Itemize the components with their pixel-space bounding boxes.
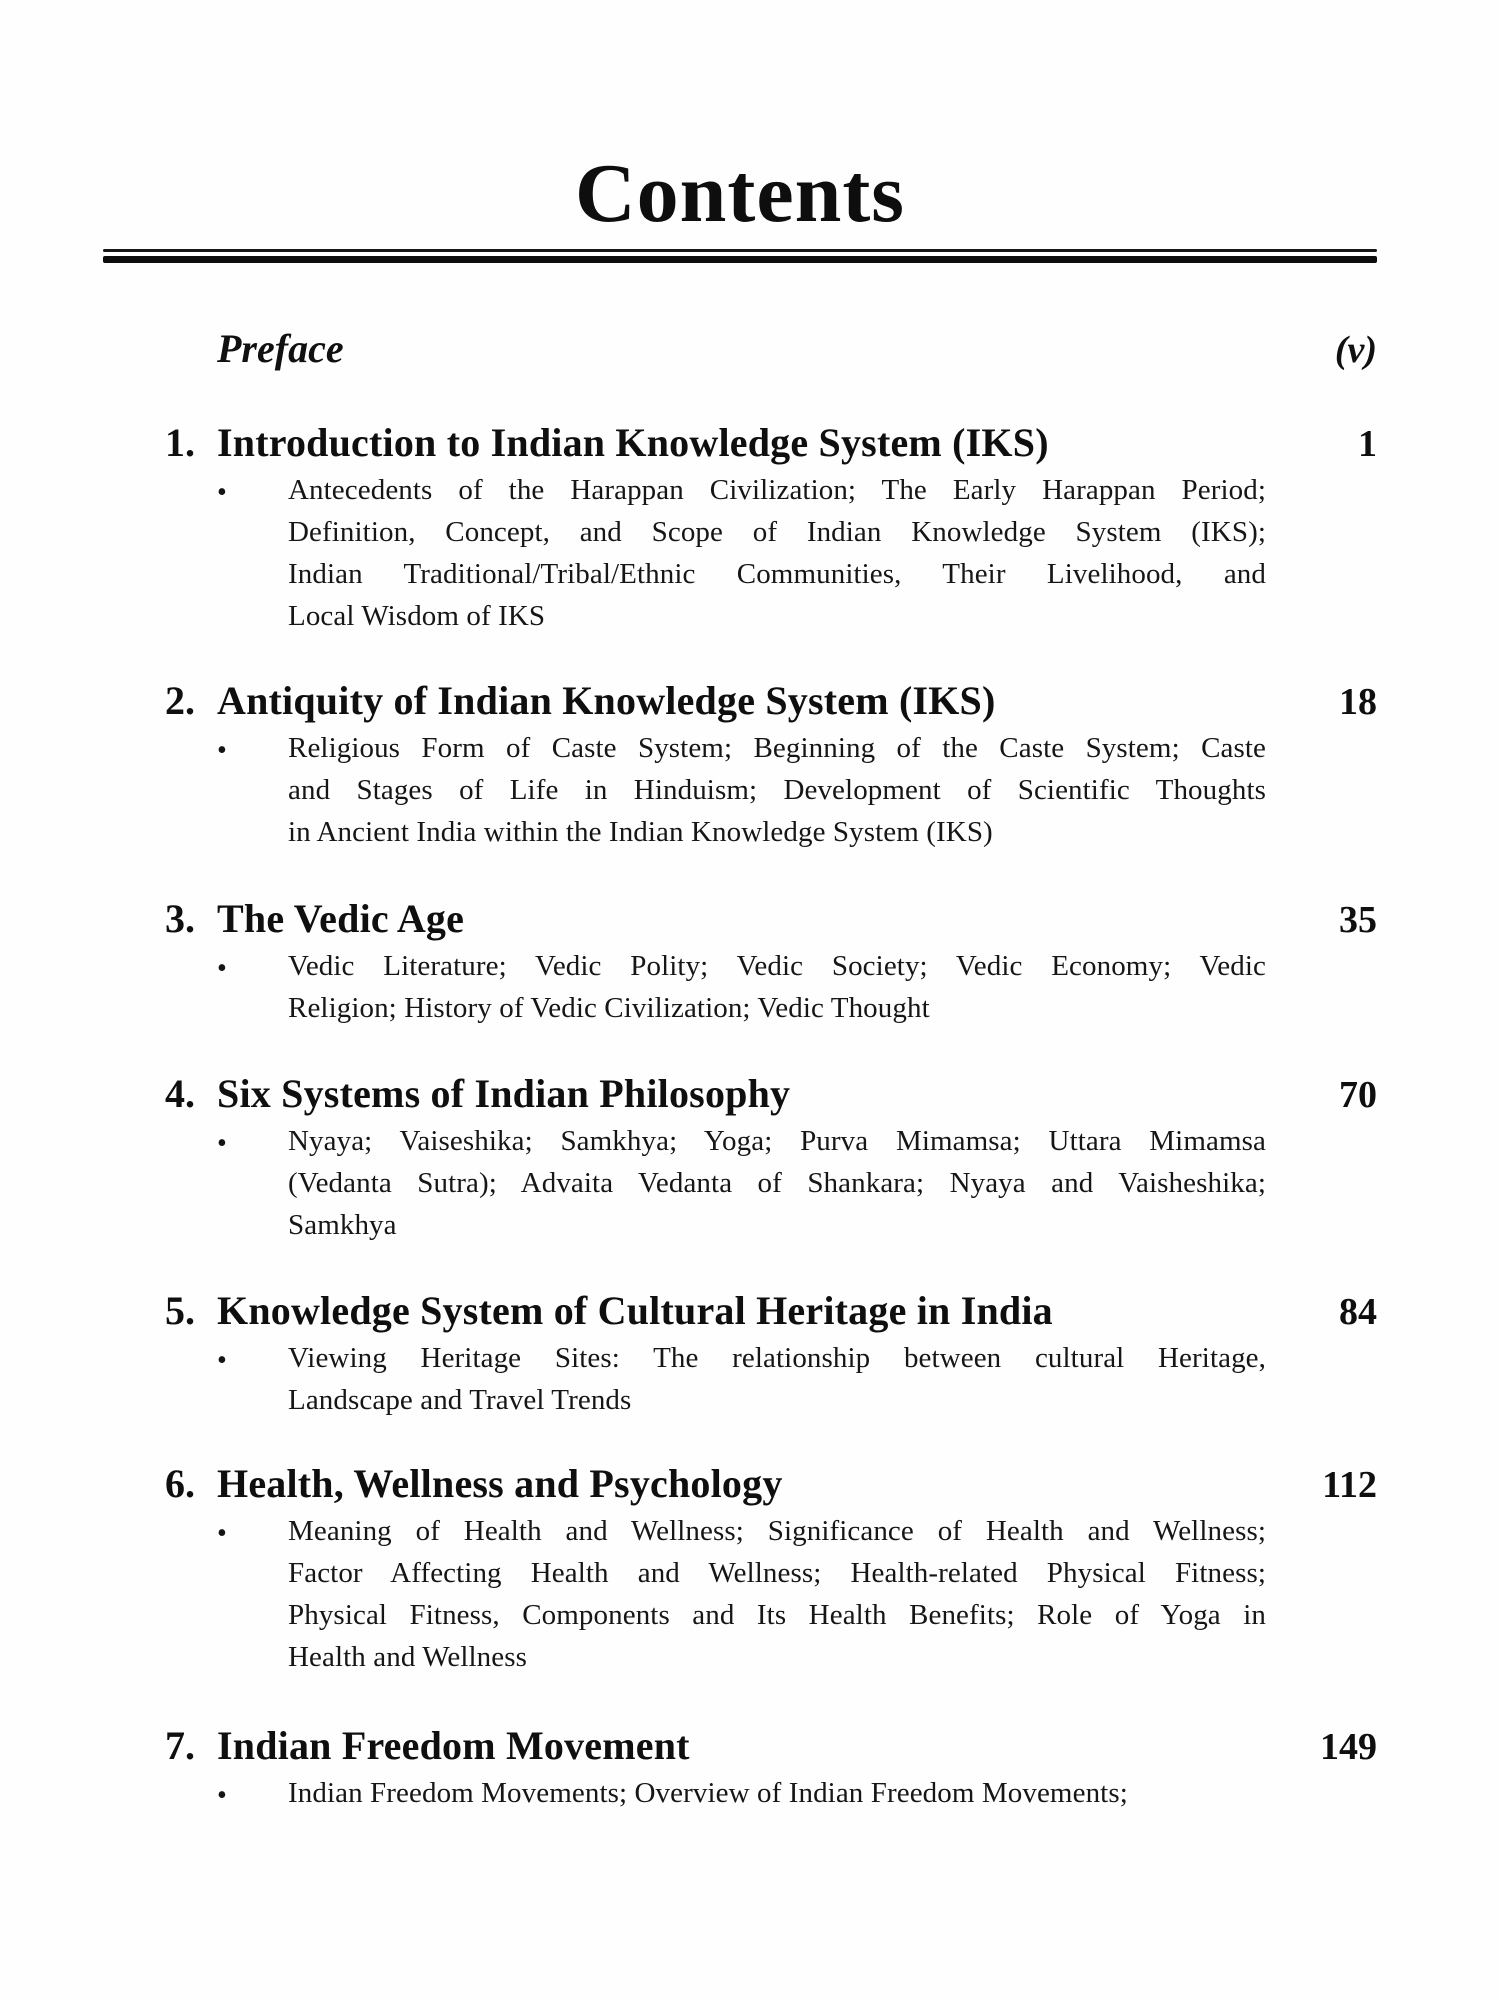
chapter-topics [165, 945, 1266, 1029]
topic-line: Definition, Concept, and Scope of Indian Knowledge System (IKS); [288, 516, 1266, 548]
topic-line: Local Wisdom of IKS [288, 600, 546, 632]
chapter-page-number: 112 [1322, 1464, 1377, 1506]
chapter-number: 3. [165, 896, 195, 941]
chapter-title: Six Systems of Indian Philosophy [217, 1071, 791, 1116]
toc-entry [165, 896, 1377, 1029]
chapter-topics [165, 1510, 1266, 1678]
chapter-heading [165, 420, 1377, 467]
chapter-title: The Vedic Age [217, 896, 465, 941]
chapter-number: 6. [165, 1461, 195, 1506]
topic-line: Nyaya; Vaiseshika; Samkhya; Yoga; Purva Mimamsa; Uttara Mimamsa [288, 1125, 1266, 1157]
chapter-number: 4. [165, 1071, 195, 1116]
chapter-page-number: 149 [1320, 1726, 1377, 1768]
toc-entry [165, 1461, 1377, 1678]
toc-entry [165, 1288, 1377, 1421]
topic-line: Indian Freedom Movements; Overview of Indian Freedom Movements; [288, 1777, 1128, 1809]
chapter-topics [165, 727, 1266, 853]
topic-line: Meaning of Health and Wellness; Significance of Health and Wellness; [288, 1515, 1266, 1547]
topic-line: Antecedents of the Harappan Civilization; The Early Harappan Period; [288, 474, 1266, 506]
topic-line: and Stages of Life in Hinduism; Development of Scientific Thoughts [288, 774, 1266, 806]
preface-label: Preface [217, 326, 344, 371]
topic-line: in Ancient India within the Indian Knowledge System (IKS) [288, 816, 993, 848]
chapter-topics [165, 1772, 1266, 1814]
toc-entry [165, 1723, 1377, 1814]
chapter-title: Indian Freedom Movement [217, 1723, 690, 1768]
chapter-page-number: 84 [1339, 1291, 1377, 1333]
page-title: Contents [574, 147, 905, 240]
topic-line: Health and Wellness [288, 1641, 528, 1673]
bullet-icon: • [217, 735, 227, 766]
bullet-icon: • [217, 1345, 227, 1376]
toc-entry [165, 420, 1377, 637]
chapter-number: 7. [165, 1723, 195, 1768]
bullet-icon: • [217, 1518, 227, 1549]
chapter-title: Health, Wellness and Psychology [217, 1461, 783, 1506]
bullet-icon: • [217, 1128, 227, 1159]
topic-line: Samkhya [288, 1209, 397, 1241]
bullet-icon: • [217, 953, 227, 984]
chapter-title: Knowledge System of Cultural Heritage in India [217, 1288, 1053, 1333]
chapter-page-number: 35 [1339, 899, 1377, 941]
toc-entry [165, 1071, 1377, 1246]
chapter-number: 2. [165, 678, 195, 723]
topic-line: Vedic Literature; Vedic Polity; Vedic Society; Vedic Economy; Vedic [288, 950, 1266, 982]
chapter-page-number: 70 [1339, 1074, 1377, 1116]
topic-line: Factor Affecting Health and Wellness; Health-related Physical Fitness; [288, 1557, 1266, 1589]
topic-line: Religion; History of Vedic Civilization; Vedic Thought [288, 992, 930, 1024]
chapter-heading [165, 1461, 1377, 1508]
chapter-page-number: 18 [1339, 681, 1377, 723]
chapter-topics [165, 1120, 1266, 1246]
chapter-heading [165, 1288, 1377, 1335]
chapter-topics [165, 1337, 1266, 1421]
chapter-title: Antiquity of Indian Knowledge System (IKS) [217, 678, 996, 723]
toc-list [165, 0, 1377, 2000]
bullet-icon: • [217, 1780, 227, 1811]
chapter-page-number: 1 [1358, 423, 1377, 465]
chapter-topics [165, 469, 1266, 637]
topic-line: Landscape and Travel Trends [288, 1384, 632, 1416]
chapter-heading [165, 896, 1377, 943]
chapter-heading [165, 1723, 1377, 1770]
toc-entry [165, 678, 1377, 853]
topic-line: Viewing Heritage Sites: The relationship between cultural Heritage, [288, 1342, 1266, 1374]
chapter-heading [165, 1071, 1377, 1118]
bullet-icon: • [217, 477, 227, 508]
chapter-number: 5. [165, 1288, 195, 1333]
topic-line: (Vedanta Sutra); Advaita Vedanta of Shankara; Nyaya and Vaisheshika; [288, 1167, 1266, 1199]
topic-line: Indian Traditional/Tribal/Ethnic Communities, Their Livelihood, and [288, 558, 1266, 590]
chapter-heading [165, 678, 1377, 725]
chapter-title: Introduction to Indian Knowledge System (IKS) [217, 420, 1049, 465]
topic-line: Physical Fitness, Components and Its Health Benefits; Role of Yoga in [288, 1599, 1266, 1631]
chapter-number: 1. [165, 420, 195, 465]
topic-line: Religious Form of Caste System; Beginning of the Caste System; Caste [288, 732, 1266, 764]
preface-page-number: (v) [1334, 329, 1377, 371]
